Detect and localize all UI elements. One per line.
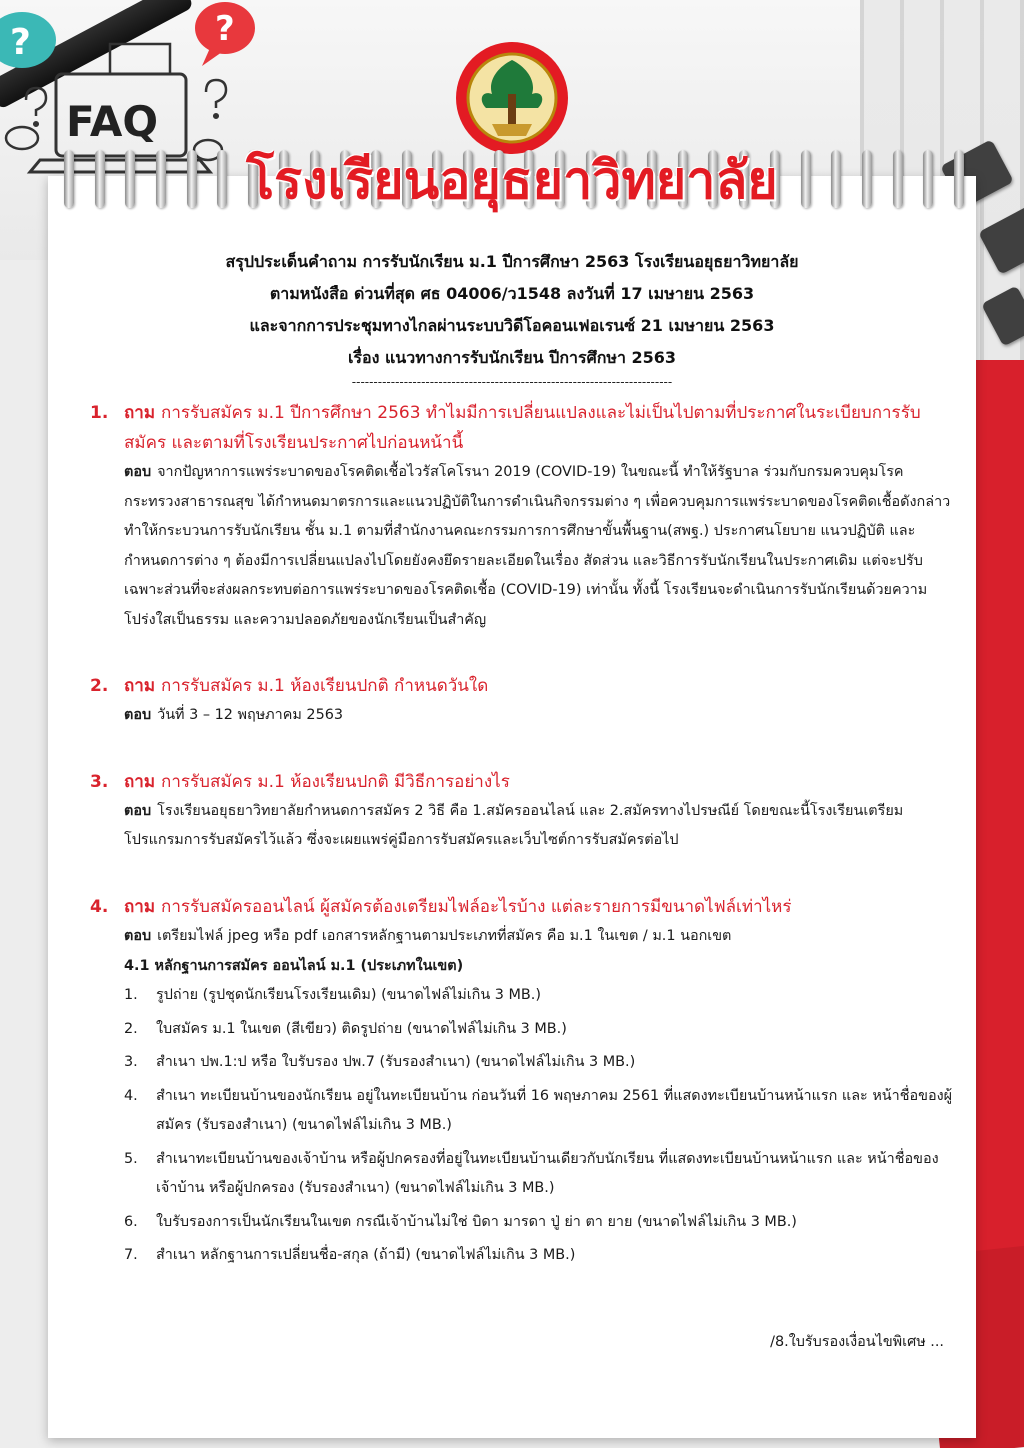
header-line: ตามหนังสือ ด่วนที่สุด ศธ 04006/ว1548 ลงวันที่ 17 เมษายน 2563 [269, 284, 755, 303]
list-item-text: สำเนา ปพ.1:ป หรือ ใบรับรอง ปพ.7 (รับรองสำเนา) (ขนาดไฟล์ไม่เกิน 3 MB.) [156, 1054, 636, 1070]
question-text: การรับสมัครออนไลน์ ผู้สมัครต้องเตรียมไฟล์อะไรบ้าง แต่ละรายการมีขนาดไฟล์เท่าไหร่ [161, 896, 792, 917]
list-item [124, 1145, 956, 1204]
answer [90, 922, 956, 952]
faq-label: FAQ [66, 97, 159, 146]
header-line: สรุปประเด็นคำถาม การรับนักเรียน ม.1 ปีการศึกษา 2563 โรงเรียนอยุธยาวิทยาลัย [225, 252, 799, 271]
faq-item-3 [90, 767, 956, 856]
list-item-number: 3. [124, 1054, 138, 1070]
list-item-number: 5. [124, 1150, 138, 1167]
list-item-text: รูปถ่าย (รูปชุดนักเรียนโรงเรียนเดิม) (ขนาดไฟล์ไม่เกิน 3 MB.) [156, 987, 541, 1003]
document-header [60, 246, 964, 390]
answer-label: ตอบ [124, 464, 152, 480]
list-item-text: ใบสมัคร ม.1 ในเขต (สีเขียว) ติดรูปถ่าย (ขนาดไฟล์ไม่เกิน 3 MB.) [156, 1020, 567, 1037]
answer [90, 797, 956, 856]
list-item-number: 2. [124, 1020, 138, 1037]
question-text: การรับสมัคร ม.1 ปีการศึกษา 2563 ทำไมมีการเปลี่ยนแปลงและไม่เป็นไปตามที่ประกาศในระเบียบการรับสมัคร และตามที่โรงเรียนประกาศไปก่อนหน้านี้ [124, 403, 921, 453]
list-item [124, 1015, 956, 1045]
list-item-text: สำเนาทะเบียนบ้านของเจ้าบ้าน หรือผู้ปกครองที่อยู่ในทะเบียนบ้านเดียวกับนักเรียน ที่แสดงทะเบียนบ้านหน้าแรก และ หน้าชื่อของเจ้าบ้าน หรือผู้ปกครอง (รับรองสำเนา) (ขนาดไฟล์ไม่เกิน 3 MB.) [156, 1150, 939, 1196]
faq-item-2 [90, 671, 956, 731]
list-item-number: 6. [124, 1213, 138, 1230]
question [90, 671, 956, 701]
answer-label: ตอบ [124, 927, 152, 944]
header-divider: -------------------------------------------------------------------------- [351, 375, 673, 389]
question-text: การรับสมัคร ม.1 ห้องเรียนปกติ มีวิธีการอย่างไร [161, 771, 510, 792]
answer-text: จากปัญหาการแพร่ระบาดของโรคติดเชื้อไวรัสโคโรนา 2019 (COVID-19) ในขณะนี้ ทำให้รัฐบาล ร่วมกับกรมควบคุมโรค กระทรวงสาธารณสุข ได้กำหนดมาตรการและแนวปฏิบัติในการดำเนินกิจกรรมต่าง ๆ เพื่อควบคุมการแพร่ระบาดของโรคติดเชื้อดังกล่าว ทำให้กระบวนการรับนักเรียน ชั้น ม.1 ตามที่สำนักงานคณะกรรมการการศึกษาขั้นพื้นฐาน(สพฐ.) ประกาศนโยบาย แนวปฏิบัติ และกำหนดการต่าง ๆ ต้องมีการเปลี่ยนแปลงไปโดยยังคงยึดรายละเอียดในเรื่อง สัดส่วน และวิธีการรับนักเรียนในประกาศเดิม แต่จะปรับเฉพาะส่วนที่จะส่งผลกระทบต่อการแพร่ระบาดของโรคติดเชื้อ (COVID-19) เท่านั้น ทั้งนี้ โรงเรียนจะดำเนินการรับนักเรียนด้วยความโปร่งใสเป็นธรรม และความปลอดภัยของนักเรียนเป็นสำคัญ [124, 464, 951, 628]
answer-text: วันที่ 3 – 12 พฤษภาคม 2563 [157, 707, 344, 723]
list-item [124, 981, 956, 1011]
list-item [124, 1208, 956, 1238]
svg-text:?: ? [215, 9, 235, 49]
header-line: เรื่อง แนวทางการรับนักเรียน ปีการศึกษา 2563 [347, 348, 677, 367]
answer [90, 458, 956, 635]
question-label: ถาม [124, 771, 156, 792]
question-label: ถาม [124, 676, 156, 696]
faq-item-1 [90, 398, 956, 635]
document-checklist [90, 981, 956, 1271]
sub-heading: 4.1 หลักฐานการสมัคร ออนไลน์ ม.1 (ประเภทในเขต) [124, 958, 464, 974]
faq-list [90, 398, 956, 1307]
answer-text: โรงเรียนอยุธยาวิทยาลัยกำหนดการสมัคร 2 วิธี คือ 1.สมัครออนไลน์ และ 2.สมัครทางไปรษณีย์ โดยขณะนี้โรงเรียนเตรียมโปรแกรมการรับสมัครไว้แล้ว ซึ่งจะเผยแพร่คู่มือการรับสมัครและเว็บไซต์การรับสมัครต่อไป [124, 802, 904, 848]
question [90, 767, 956, 797]
question-number: 2. [90, 676, 109, 696]
list-item [124, 1048, 956, 1078]
question [90, 398, 956, 458]
question-text: การรับสมัคร ม.1 ห้องเรียนปกติ กำหนดวันใด [161, 676, 489, 696]
question-number: 3. [90, 771, 109, 792]
answer-label: ตอบ [124, 707, 152, 723]
question-number: 4. [90, 896, 109, 917]
answer-text: เตรียมไฟล์ jpeg หรือ pdf เอกสารหลักฐานตามประเภทที่สมัคร คือ ม.1 ในเขต / ม.1 นอกเขต [157, 927, 732, 944]
list-item-text: ใบรับรองการเป็นนักเรียนในเขต กรณีเจ้าบ้านไม่ใช่ บิดา มารดา ปู่ ย่า ตา ยาย (ขนาดไฟล์ไม่เกิน 3 MB.) [156, 1213, 797, 1230]
question [90, 892, 956, 922]
list-item [124, 1241, 956, 1271]
list-item [124, 1082, 956, 1141]
continuation-note: /8.ใบรับรองเงื่อนไขพิเศษ ... [770, 1334, 944, 1350]
question-label: ถาม [124, 403, 156, 423]
list-item-number: 4. [124, 1087, 138, 1104]
list-item-number: 1. [124, 987, 138, 1003]
svg-text:?: ? [10, 22, 31, 63]
answer [90, 701, 956, 731]
list-item-number: 7. [124, 1247, 138, 1263]
faq-item-4 [90, 892, 956, 1271]
list-item-text: สำเนา ทะเบียนบ้านของนักเรียน อยู่ในทะเบียนบ้าน ก่อนวันที่ 16 พฤษภาคม 2561 ที่แสดงทะเบียนบ้านหน้าแรก และ หน้าชื่อของผู้สมัคร (รับรองสำเนา) (ขนาดไฟล์ไม่เกิน 3 MB.) [156, 1087, 953, 1133]
school-name-title: โรงเรียนอยุธยาวิทยาลัย [246, 151, 778, 211]
speech-bubble-teal-icon [0, 12, 56, 68]
question-number: 1. [90, 403, 109, 423]
list-item-text: สำเนา หลักฐานการเปลี่ยนชื่อ-สกุล (ถ้ามี) (ขนาดไฟล์ไม่เกิน 3 MB.) [156, 1247, 576, 1263]
question-label: ถาม [124, 896, 156, 917]
header-line: และจากการประชุมทางไกลผ่านระบบวิดีโอคอนเฟอเรนซ์ 21 เมษายน 2563 [249, 316, 775, 335]
answer-label: ตอบ [124, 802, 152, 819]
speech-bubble-red-icon [195, 2, 255, 66]
